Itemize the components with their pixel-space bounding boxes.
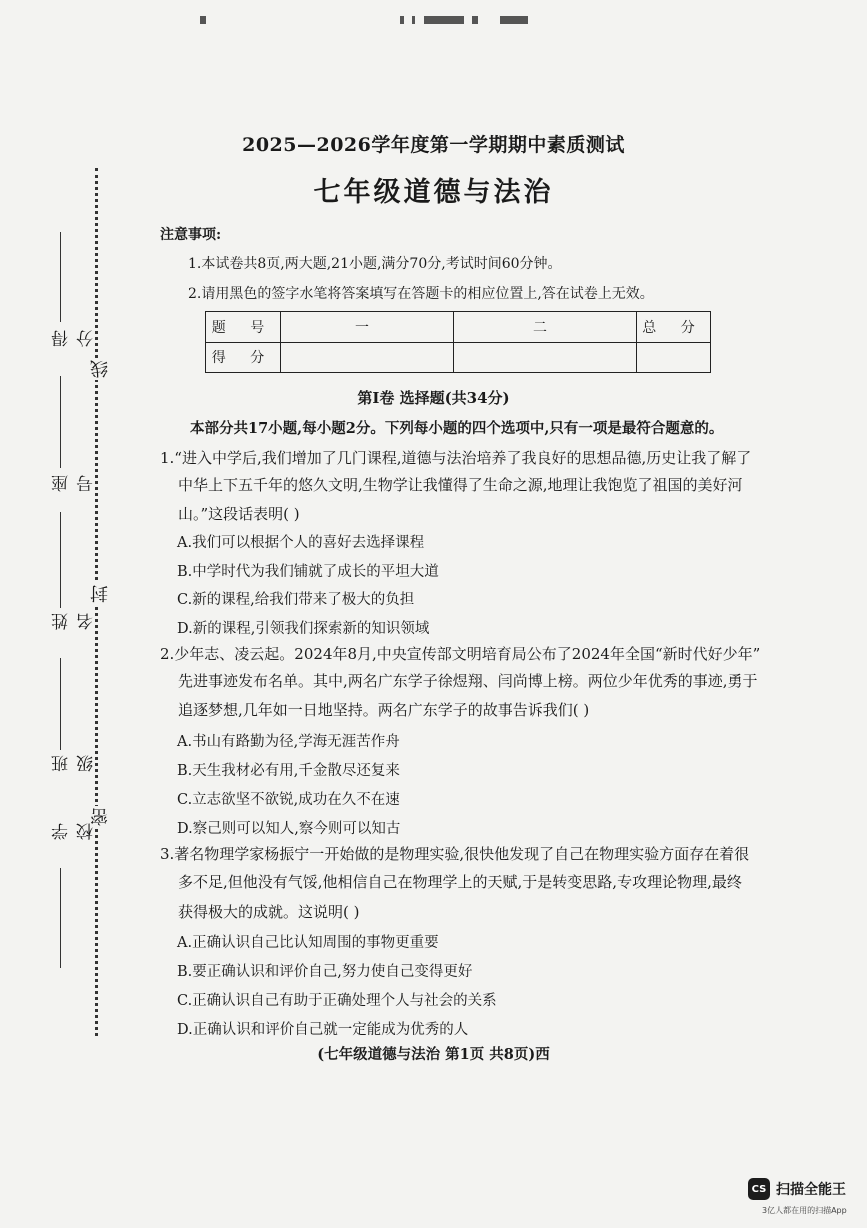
scanner-logo-icon: CS xyxy=(748,1178,770,1200)
question-3-option-c[interactable]: C.正确认识自己有助于正确处理个人与社会的关系 xyxy=(177,993,497,1009)
label-score: 得分 xyxy=(52,330,97,347)
score-cell-part1[interactable] xyxy=(281,342,454,373)
school-write-line xyxy=(60,868,61,968)
question-3-option-d[interactable]: D.正确认识和评价自己就一定能成为优秀的人 xyxy=(177,1022,469,1038)
question-1-line-3: 山。”这段话表明( ) xyxy=(178,505,300,523)
label-name: 姓名 xyxy=(52,613,97,630)
class-write-line xyxy=(60,658,61,750)
subject-title: 七年级道德与法治 xyxy=(313,177,554,208)
notice-item-1: 1.本试卷共8页,两大题,21小题,满分70分,考试时间60分钟。 xyxy=(188,256,562,272)
scan-artifact-marks xyxy=(200,16,540,26)
seal-char-feng: 封 xyxy=(88,583,114,605)
question-1-option-c[interactable]: C.新的课程,给我们带来了极大的负担 xyxy=(177,592,415,608)
question-2-option-b[interactable]: B.天生我材必有用,千金散尽还复来 xyxy=(177,763,400,779)
scanner-watermark xyxy=(748,1178,846,1200)
notice-item-2: 2.请用黑色的签字水笔将答案填写在答题卡的相应位置上,答在试卷上无效。 xyxy=(188,286,654,302)
question-3-option-a[interactable]: A.正确认识自己比认知周围的事物更重要 xyxy=(177,935,439,951)
name-write-line xyxy=(60,512,61,608)
notice-heading: 注意事项: xyxy=(160,227,222,243)
question-3-option-b[interactable]: B.要正确认识和评价自己,努力使自己变得更好 xyxy=(177,964,473,980)
score-cell-part2[interactable] xyxy=(454,342,637,373)
scanner-app-name: 扫描全能王 xyxy=(776,1182,846,1198)
question-3-line-2: 多不足,但他没有气馁,他相信自己在物理学上的天赋,于是转变思路,专攻理论物理,最终 xyxy=(178,873,742,891)
score-table-header-number: 题 号 xyxy=(206,312,281,343)
score-table xyxy=(205,311,711,373)
question-2-option-c[interactable]: C.立志欲坚不欲锐,成功在久不在速 xyxy=(177,792,400,808)
question-1-option-d[interactable]: D.新的课程,引领我们探索新的知识领域 xyxy=(177,621,430,637)
scanner-tagline: 3亿人都在用的扫描App xyxy=(762,1206,847,1215)
page-footer: (七年级道德与法治 第1页 共8页)西 xyxy=(317,1046,550,1063)
question-1-option-b[interactable]: B.中学时代为我们铺就了成长的平坦大道 xyxy=(177,564,439,580)
question-2-option-d[interactable]: D.察己则可以知人,察今则可以知古 xyxy=(177,821,401,837)
question-2-line-1: 2.少年志、凌云起。2024年8月,中央宣传部文明培育局公布了2024年全国“新时代好少年” xyxy=(160,645,761,663)
section-title: 第Ⅰ卷 选择题(共34分) xyxy=(357,389,510,407)
score-write-line xyxy=(60,232,61,322)
score-table-header-total: 总 分 xyxy=(637,312,711,343)
question-2-line-2: 先进事迹发布名单。其中,两名广东学子徐煜翔、闫尚博上榜。两位少年优秀的事迹,勇于 xyxy=(178,672,758,690)
score-table-score-label: 得 分 xyxy=(206,342,281,373)
question-1-option-a[interactable]: A.我们可以根据个人的喜好去选择课程 xyxy=(177,535,425,551)
question-3-line-3: 获得极大的成就。这说明( ) xyxy=(178,903,360,921)
question-1-line-1: 1.“进入中学后,我们增加了几门课程,道德与法治培养了我良好的思想品德,历史让我了解了 xyxy=(160,449,752,467)
exam-title: 2025—2026学年度第一学期期中素质测试 xyxy=(242,134,625,156)
question-3-line-1: 3.著名物理学家杨振宁一开始做的是物理实验,很快他发现了自己在物理实验方面存在着很 xyxy=(160,845,750,863)
question-1-line-2: 中华上下五千年的悠久文明,生物学让我懂得了生命之源,地理让我饱览了祖国的美好河 xyxy=(178,476,743,494)
score-cell-total[interactable] xyxy=(637,342,711,373)
label-class: 班级 xyxy=(52,755,97,772)
seal-char-xian: 线 xyxy=(88,358,114,380)
section-intro: 本部分共17小题,每小题2分。下列每小题的四个选项中,只有一项是最符合题意的。 xyxy=(190,420,724,437)
label-seat-no: 座号 xyxy=(52,475,97,492)
question-2-line-3: 追逐梦想,几年如一日地坚持。两名广东学子的故事告诉我们( ) xyxy=(178,701,590,719)
seal-char-mi: 密 xyxy=(88,806,114,828)
score-table-header-part2: 二 xyxy=(454,312,637,343)
label-school: 学校 xyxy=(52,823,97,840)
score-table-header-part1: 一 xyxy=(281,312,454,343)
question-2-option-a[interactable]: A.书山有路勤为径,学海无涯苦作舟 xyxy=(177,734,400,750)
